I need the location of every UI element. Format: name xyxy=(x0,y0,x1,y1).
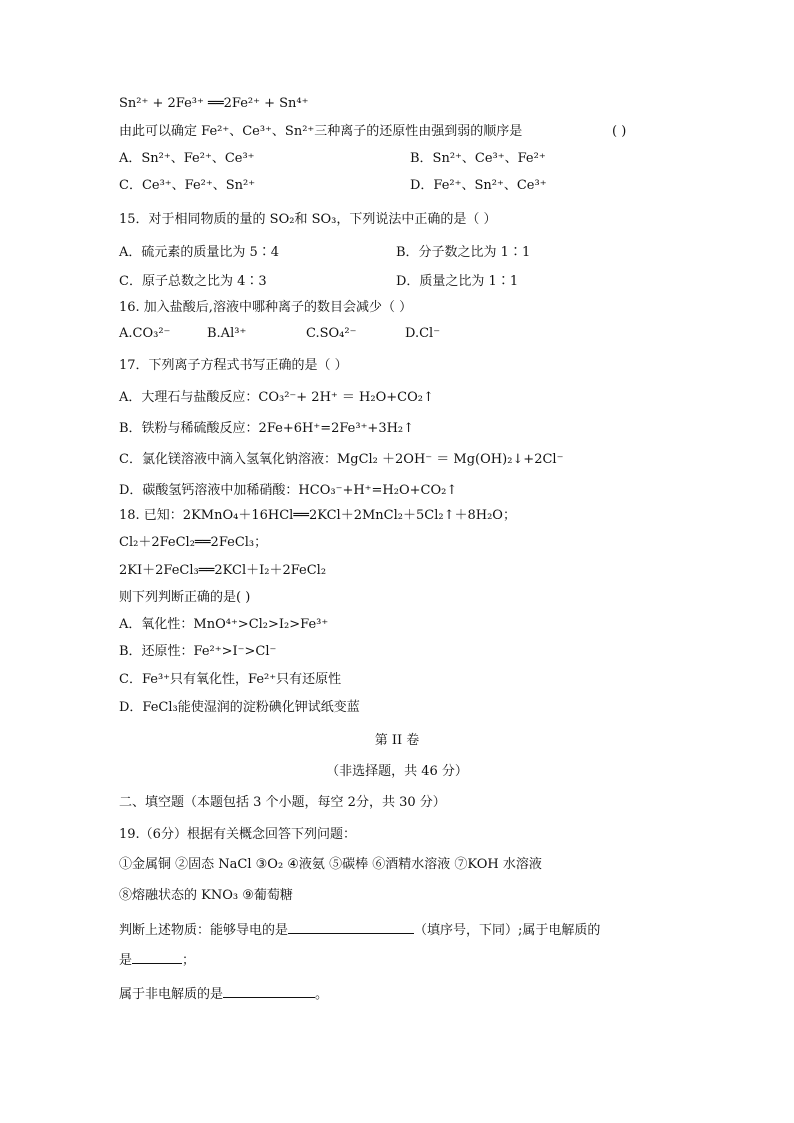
answer-blank-conductive[interactable] xyxy=(288,920,414,934)
q19-judge-line-1 xyxy=(119,920,600,939)
q16-option-a: A.CO₃²⁻ xyxy=(119,326,171,341)
answer-blank-nonelectrolyte[interactable] xyxy=(223,984,315,998)
q19-judge-line-3 xyxy=(119,984,328,1003)
q18-option-c: C．Fe³⁺只有氧化性，Fe²⁺只有还原性 xyxy=(119,672,342,687)
q18-option-b: B．还原性：Fe²⁺>I⁻>Cl⁻ xyxy=(119,644,277,659)
q19-judge-conductive-label: 判断上述物质：能够导电的是 xyxy=(119,923,289,938)
q18-option-a: A．氧化性：MnO⁴⁺>Cl₂>I₂>Fe³⁺ xyxy=(119,617,329,632)
section-title: 第 II 卷 xyxy=(374,733,420,748)
q19-stem: 19.（6分）根据有关概念回答下列问题： xyxy=(119,827,356,842)
q14-option-a: A．Sn²⁺、Fe²⁺、Ce³⁺ xyxy=(119,151,255,166)
section-heading: 二、填空题（本题包括 3 个小题，每空 2分，共 30 分） xyxy=(119,795,446,810)
q18-option-d: D．FeCl₃能使湿润的淀粉碘化钾试纸变蓝 xyxy=(119,700,360,715)
section-subtitle: （非选择题，共 46 分） xyxy=(326,764,468,779)
q16-option-d: D.Cl⁻ xyxy=(405,326,441,341)
q19-items-line-2: ⑧熔融状态的 KNO₃ ⑨葡萄糖 xyxy=(119,888,293,903)
q16-stem: 16. 加入盐酸后,溶液中哪种离子的数目会减少（ ） xyxy=(119,300,413,315)
q17-option-a: A．大理石与盐酸反应：CO₃²⁻+ 2H⁺ ＝ H₂O+CO₂↑ xyxy=(119,390,434,405)
q19-judge-electrolyte-end: ； xyxy=(182,953,196,968)
q19-judge-electrolyte-prefix: 是 xyxy=(119,953,133,968)
q19-items-line-1: ①金属铜 ②固态 NaCl ③O₂ ④液氨 ⑤碳棒 ⑥酒精水溶液 ⑦KOH 水溶液 xyxy=(119,857,542,872)
q16-option-c: C.SO₄²⁻ xyxy=(306,326,357,341)
q18-equation-2: Cl₂＋2FeCl₂══2FeCl₃； xyxy=(119,535,268,550)
q17-stem: 17．下列离子方程式书写正确的是（ ） xyxy=(119,358,348,373)
q15-option-d: D．质量之比为 1∶1 xyxy=(396,274,519,289)
q19-judge-nonelectrolyte-label: 属于非电解质的是 xyxy=(119,987,224,1002)
q15-stem: 15．对于相同物质的量的 SO₂和 SO₃，下列说法中正确的是（ ） xyxy=(119,212,497,227)
q15-option-c: C．原子总数之比为 4∶3 xyxy=(119,274,267,289)
q16-option-b: B.Al³⁺ xyxy=(207,326,247,341)
q15-option-b: B．分子数之比为 1∶1 xyxy=(396,245,531,260)
q17-option-d: D．碳酸氢钙溶液中加稀硝酸：HCO₃⁻+H⁺=H₂O+CO₂↑ xyxy=(119,483,458,498)
q14-answer-bracket: ( ) xyxy=(612,124,627,139)
q17-option-c: C．氯化镁溶液中滴入氢氧化钠溶液：MgCl₂ ＋2OH⁻ ＝ Mg(OH)₂↓+2Cl⁻ xyxy=(119,452,564,467)
q19-judge-line-2 xyxy=(119,950,195,969)
q14-option-c: C．Ce³⁺、Fe²⁺、Sn²⁺ xyxy=(119,178,256,193)
q15-option-a: A．硫元素的质量比为 5∶4 xyxy=(119,245,280,260)
q14-stem: 由此可以确定 Fe²⁺、Ce³⁺、Sn²⁺三种离子的还原性由强到弱的顺序是 xyxy=(119,124,523,139)
q14-option-b: B．Sn²⁺、Ce³⁺、Fe²⁺ xyxy=(410,151,546,166)
answer-blank-electrolyte[interactable] xyxy=(132,950,182,964)
q19-judge-nonelectrolyte-end: 。 xyxy=(315,987,329,1002)
q14-option-d: D．Fe²⁺、Sn²⁺、Ce³⁺ xyxy=(410,178,547,193)
q18-equation-3: 2KI＋2FeCl₃══2KCl＋I₂＋2FeCl₂ xyxy=(119,563,327,578)
q19-judge-electrolyte-label: （填序号，下同）;属于电解质的 xyxy=(414,923,601,938)
q14-equation: Sn²⁺ + 2Fe³⁺ ══2Fe²⁺ + Sn⁴⁺ xyxy=(119,96,309,111)
q17-option-b: B．铁粉与稀硫酸反应：2Fe+6H⁺=2Fe³⁺+3H₂↑ xyxy=(119,421,415,436)
q18-ask: 则下列判断正确的是( ) xyxy=(119,590,251,605)
q18-stem: 18. 已知：2KMnO₄＋16HCl══2KCl＋2MnCl₂＋5Cl₂↑＋8H₂O； xyxy=(119,508,516,523)
